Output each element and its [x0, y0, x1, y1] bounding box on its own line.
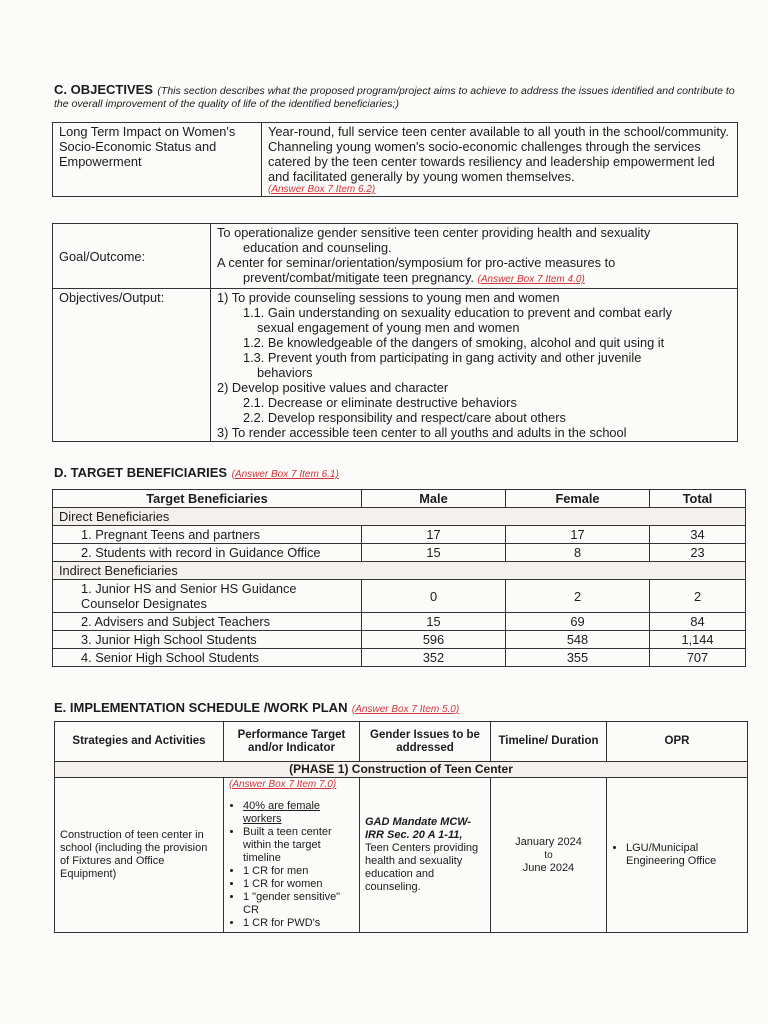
opr-cell [607, 778, 748, 933]
row-label: 1. Pregnant Teens and partners [53, 526, 362, 544]
col-header-performance: Performance Target and/or Indicator [224, 722, 360, 762]
table-row [53, 613, 746, 631]
col-header-male: Male [362, 490, 506, 508]
table-row [53, 649, 746, 667]
row-female: 17 [506, 526, 650, 544]
goal-text-1: To operationalize gender sensitive teen center providing health and sexuality [217, 225, 651, 240]
objectives-description: (This section describes what the proposed program/project aims to achieve to address the issues identified and contribute to the overall improvement of the quality of life of the identified beneficiaries;) [54, 85, 735, 110]
row-female: 8 [506, 544, 650, 562]
timeline-cell [491, 778, 607, 933]
row-male: 596 [362, 631, 506, 649]
row-total: 707 [650, 649, 746, 667]
col-header-strategies: Strategies and Activities [55, 722, 224, 762]
table-row [53, 631, 746, 649]
timeline-end: June 2024 [522, 861, 575, 874]
table-row [53, 544, 746, 562]
gender-mandate: GAD Mandate MCW-IRR Sec. 20 A 1-11, [365, 816, 471, 841]
beneficiaries-ref: (Answer Box 7 Item 6.1) [231, 469, 339, 480]
row-total: 84 [650, 613, 746, 631]
row-male: 15 [362, 544, 506, 562]
list-item: • 1 "gender sensitive" CR [243, 891, 354, 917]
col-header-gender-issues: Gender Issues to be addressed [360, 722, 491, 762]
col-header-female: Female [506, 490, 650, 508]
beneficiaries-heading [54, 464, 339, 482]
timeline-to: to [544, 849, 553, 861]
output-line: 2.2. Develop responsibility and respect/care about others [243, 410, 566, 425]
indirect-beneficiaries-label: Indirect Beneficiaries [53, 562, 746, 580]
row-label: 2. Students with record in Guidance Office [53, 544, 362, 562]
output-line: 1.1. Gain understanding on sexuality education to prevent and combat early [243, 305, 672, 320]
goal-ref: (Answer Box 7 Item 4.0) [477, 274, 585, 285]
list-item: • LGU/Municipal Engineering Office [626, 842, 742, 868]
target-list [229, 800, 354, 930]
row-label: 1. Junior HS and Senior HS Guidance Counselor Designates [53, 580, 362, 613]
long-term-cell [262, 123, 738, 197]
row-female: 69 [506, 613, 650, 631]
beneficiaries-table [52, 489, 746, 667]
work-plan-table [54, 721, 748, 933]
col-header-opr: OPR [607, 722, 748, 762]
list-item: • 1 CR for men [243, 865, 354, 878]
schedule-heading [54, 699, 459, 717]
opr-list [612, 842, 742, 868]
col-header-timeline: Timeline/ Duration [491, 722, 607, 762]
row-male: 17 [362, 526, 506, 544]
goal-label: Goal/Outcome: [53, 224, 211, 289]
phase-label: (PHASE 1) Construction of Teen Center [55, 762, 748, 778]
row-male: 352 [362, 649, 506, 667]
output-cell [211, 289, 738, 442]
objectives-heading [54, 84, 744, 110]
activity-cell: Construction of teen center in school (including the provision of Fixtures and Office Equipment) [55, 778, 224, 933]
timeline-start: January 2024 [515, 835, 582, 848]
output-line: behaviors [257, 365, 313, 380]
output-line: 2.1. Decrease or eliminate destructive behaviors [243, 395, 517, 410]
objectives-title: C. OBJECTIVES [54, 82, 153, 97]
long-term-label: Long Term Impact on Women's Socio-Economic Status and Empowerment [53, 123, 262, 197]
output-label: Objectives/Output: [53, 289, 211, 442]
long-term-text-1: Year-round, full service teen center available to all youth in the school/community. [268, 124, 729, 139]
table-row [53, 580, 746, 613]
goals-table [52, 223, 738, 442]
row-female: 548 [506, 631, 650, 649]
long-term-text-2: Channeling young women's socio-economic challenges through the services catered by the teen center towards resiliency and leadership empowerment led and facilitated generally by young women themselves. [268, 139, 715, 184]
row-female: 355 [506, 649, 650, 667]
goal-cell [211, 224, 738, 289]
schedule-title: E. IMPLEMENTATION SCHEDULE /WORK PLAN [54, 700, 348, 715]
row-female: 2 [506, 580, 650, 613]
list-item: • 40% are female workers [243, 800, 354, 826]
goal-text-1b: education and counseling. [243, 240, 392, 255]
row-total: 23 [650, 544, 746, 562]
output-line: 1) To provide counseling sessions to young men and women [217, 290, 560, 305]
goal-text-2b-row [217, 270, 731, 287]
row-male: 0 [362, 580, 506, 613]
list-item: • 1 CR for PWD's [243, 917, 354, 930]
list-item: • Built a teen center within the target timeline [243, 826, 354, 865]
row-label: 2. Advisers and Subject Teachers [53, 613, 362, 631]
output-line: 1.2. Be knowledgeable of the dangers of smoking, alcohol and quit using it [243, 335, 665, 350]
output-line: sexual engagement of young men and women [257, 320, 520, 335]
beneficiaries-title: D. TARGET BENEFICIARIES [54, 465, 228, 480]
target-cell [224, 778, 360, 933]
goal-text-2b: prevent/combat/mitigate teen pregnancy. [243, 270, 474, 285]
col-header-total: Total [650, 490, 746, 508]
gender-issues-cell [360, 778, 491, 933]
output-line: 3) To render accessible teen center to all youths and adults in the school [217, 425, 627, 440]
long-term-ref: (Answer Box 7 Item 6.2) [268, 184, 376, 195]
row-total: 1,144 [650, 631, 746, 649]
list-item: • 1 CR for women [243, 878, 354, 891]
table-row [53, 526, 746, 544]
row-label: 3. Junior High School Students [53, 631, 362, 649]
output-line: 1.3. Prevent youth from participating in gang activity and other juvenile [243, 350, 642, 365]
goal-text-2: A center for seminar/orientation/symposium for pro-active measures to [217, 255, 616, 270]
col-header-target: Target Beneficiaries [53, 490, 362, 508]
row-total: 34 [650, 526, 746, 544]
output-line: 2) Develop positive values and character [217, 380, 449, 395]
schedule-ref: (Answer Box 7 Item 5.0) [351, 704, 460, 715]
gender-text: Teen Centers providing health and sexuality education and counseling. [365, 842, 479, 893]
row-label: 4. Senior High School Students [53, 649, 362, 667]
row-total: 2 [650, 580, 746, 613]
row-male: 15 [362, 613, 506, 631]
long-term-impact-table [52, 122, 738, 197]
target-ref: (Answer Box 7 Item 7.0) [229, 779, 337, 790]
direct-beneficiaries-label: Direct Beneficiaries [53, 508, 746, 526]
